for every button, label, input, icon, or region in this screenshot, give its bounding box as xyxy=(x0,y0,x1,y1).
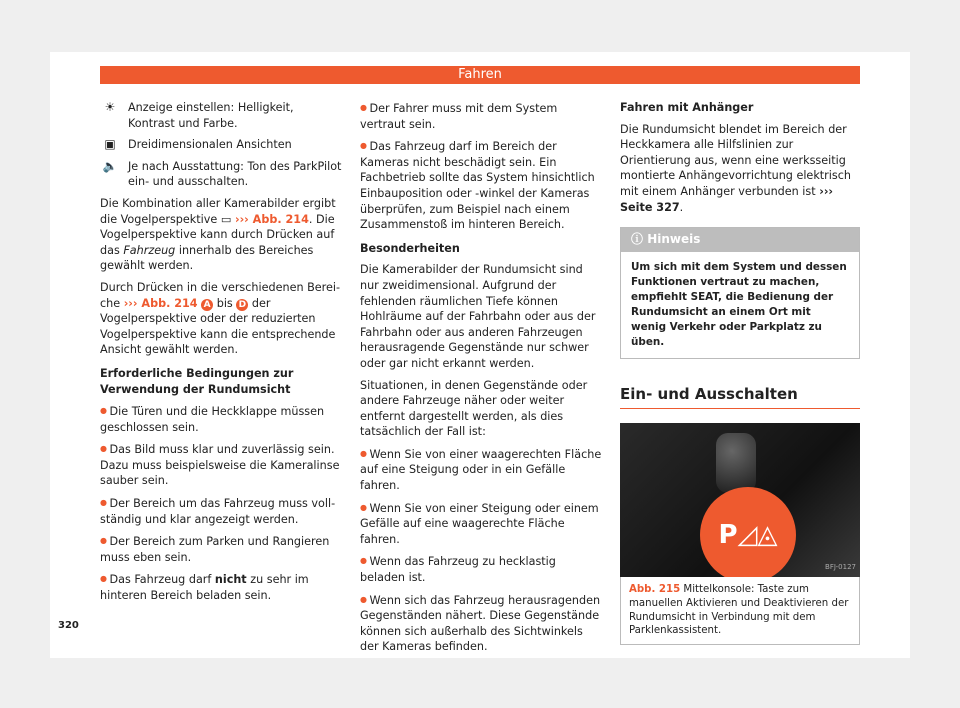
bullet-item: ● Der Bereich zum Parken und Rangieren muss eben sein. xyxy=(100,533,342,565)
paragraph xyxy=(100,196,342,274)
icon-row-text: Anzeige einstellen: Helligkeit, Kontrast und Farbe. xyxy=(128,101,294,130)
bullet-item: ● Die Türen und die Heckklappe müssen geschlossen sein. xyxy=(100,403,342,435)
icon-row-text: Dreidimensionalen Ansichten xyxy=(128,138,292,152)
note-body: Um sich mit dem System und dessen Funktionen vertraut zu machen, empfiehlt SEAT, die Bedienung der Rundumsicht an einem Ort mit wenig Verkehr oder Parkplatz zu üben. xyxy=(631,260,847,348)
column-2 xyxy=(360,100,602,661)
text: bis xyxy=(216,296,233,310)
text: . xyxy=(679,200,684,214)
3d-view-icon: ▣ xyxy=(104,137,116,152)
icon-row xyxy=(100,137,342,153)
paragraph: Die Kamerabilder der Rundumsicht sind nur zweidimensional. Aufgrund der fehlenden räumlichen Tiefe können Hohlräume auf der Fahrbahn oder aus der Fahrbahn oder aus anderen Fahrzeugen herausragende Gegenstände nur schwer oder gar nicht erkannt werden. xyxy=(360,263,596,370)
figure-caption xyxy=(620,577,860,644)
bullet-item: ● Wenn das Fahrzeug zu hecklastig beladen ist. xyxy=(360,553,602,585)
text: Die Kombination aller Kamerabilder ergibt die Vogelperspektive xyxy=(100,196,336,226)
text: Durch Drücken in die verschiedenen Bereiche xyxy=(100,280,341,310)
section-title: Ein- und Ausschalten xyxy=(620,387,860,410)
text: . Die Vogelperspektive kann durch Drücken auf das xyxy=(100,212,335,257)
page-header: Fahren xyxy=(100,66,860,84)
page-number: 320 xyxy=(58,620,79,631)
bullet-item: ● Wenn sich das Fahrzeug herausragenden Gegenständen nähert. Diese Gegenstände können sich außerhalb des Sichtwinkels der Kameras befinden. xyxy=(360,592,602,655)
speaker-icon: 🔈 xyxy=(102,158,118,173)
text: Fahrzeug xyxy=(123,243,176,257)
icon-row-text: Je nach Ausstattung: Ton des ParkPilot ein- und ausschalten. xyxy=(128,159,342,189)
text: nicht xyxy=(214,573,247,587)
icon-row xyxy=(100,159,342,190)
text: zu sehr im hinteren Bereich beladen sein. xyxy=(100,573,309,603)
text: innerhalb des Bereiches gewählt werden. xyxy=(100,243,314,273)
text: Das Fahrzeug darf xyxy=(109,573,212,587)
bullet-item: ● Der Fahrer muss mit dem System vertraut sein. xyxy=(360,100,602,132)
bullet-item: ● Das Fahrzeug darf im Bereich der Kameras nicht beschädigt sein. Ein Fachbetrieb sollte das System hinsichtlich Einbauposition oder -winkel der Kameras überprüfen, zum Beispiel nach einem Zusammenstoß im hinteren Bereich. xyxy=(360,138,602,233)
section-heading: Besonderheiten xyxy=(360,241,460,255)
figure-label: Abb. 215 xyxy=(629,584,681,596)
bullet-item: ● Das Bild muss klar und zuverlässig sein. Dazu muss beispielsweise die Kameralinse sauber sein. xyxy=(100,441,342,489)
paragraph xyxy=(620,122,860,216)
bullet-item: ● Der Bereich um das Fahrzeug muss vollständig und klar angezeigt werden. xyxy=(100,495,342,527)
text: Die Rundumsicht blendet im Bereich der Heckkamera alle Hilfslinien zur Orientierung aus, wenn eine werksseitig montierte Anhängevorrichtung elektrisch mit einem Anhänger verbunden ist xyxy=(620,122,851,198)
paragraph xyxy=(100,280,342,358)
marker-a: A xyxy=(201,299,213,311)
figure-image xyxy=(620,423,860,577)
note-title: Hinweis xyxy=(647,232,701,247)
marker-d: D xyxy=(236,299,248,311)
section-heading: Erforderliche Bedingungen zur Verwendung der Rundumsicht xyxy=(100,366,294,396)
gear-knob-graphic xyxy=(716,433,756,493)
page-link[interactable]: ››› Seite 327 xyxy=(620,184,834,214)
bird-view-icon: ▭ xyxy=(220,212,232,226)
figure-code: BFJ-0127 xyxy=(825,562,856,571)
camera-button-callout: P◿◬ xyxy=(700,487,796,577)
bullet-item: ● Wenn Sie von einer waagerechten Fläche auf eine Steigung oder in ein Gefälle fahren. xyxy=(360,446,602,494)
figure-link[interactable]: ››› Abb. 214 xyxy=(123,296,198,310)
bullet-item xyxy=(100,571,342,603)
icon-row xyxy=(100,100,342,131)
info-icon: ⓘ xyxy=(631,232,644,247)
column-1 xyxy=(100,100,342,610)
bullet-item: ● Wenn Sie von einer Steigung oder einem Gefälle auf eine waagerechte Fläche fahren. xyxy=(360,500,602,548)
figure-link[interactable]: ››› Abb. 214 xyxy=(234,212,309,226)
text: der Vogelperspektive oder der reduzierten Vogelperspektive kann die entsprechende Ansicht gewählt werden. xyxy=(100,296,336,357)
section-heading: Fahren mit Anhänger xyxy=(620,101,754,114)
note-header xyxy=(621,228,859,252)
column-3 xyxy=(620,100,860,645)
paragraph: Situationen, in denen Gegenstände oder andere Fahrzeuge näher oder weiter entfernt dargestellt werden, als dies tatsächlich der Fall ist: xyxy=(360,378,588,439)
caption-text: Mittelkonsole: Taste zum manuellen Aktivieren und Deaktivieren der Rundumsicht in Verbindung mit dem Parklenkassistent. xyxy=(629,584,849,637)
brightness-icon: ☀ xyxy=(104,100,116,114)
note-box xyxy=(620,227,860,359)
